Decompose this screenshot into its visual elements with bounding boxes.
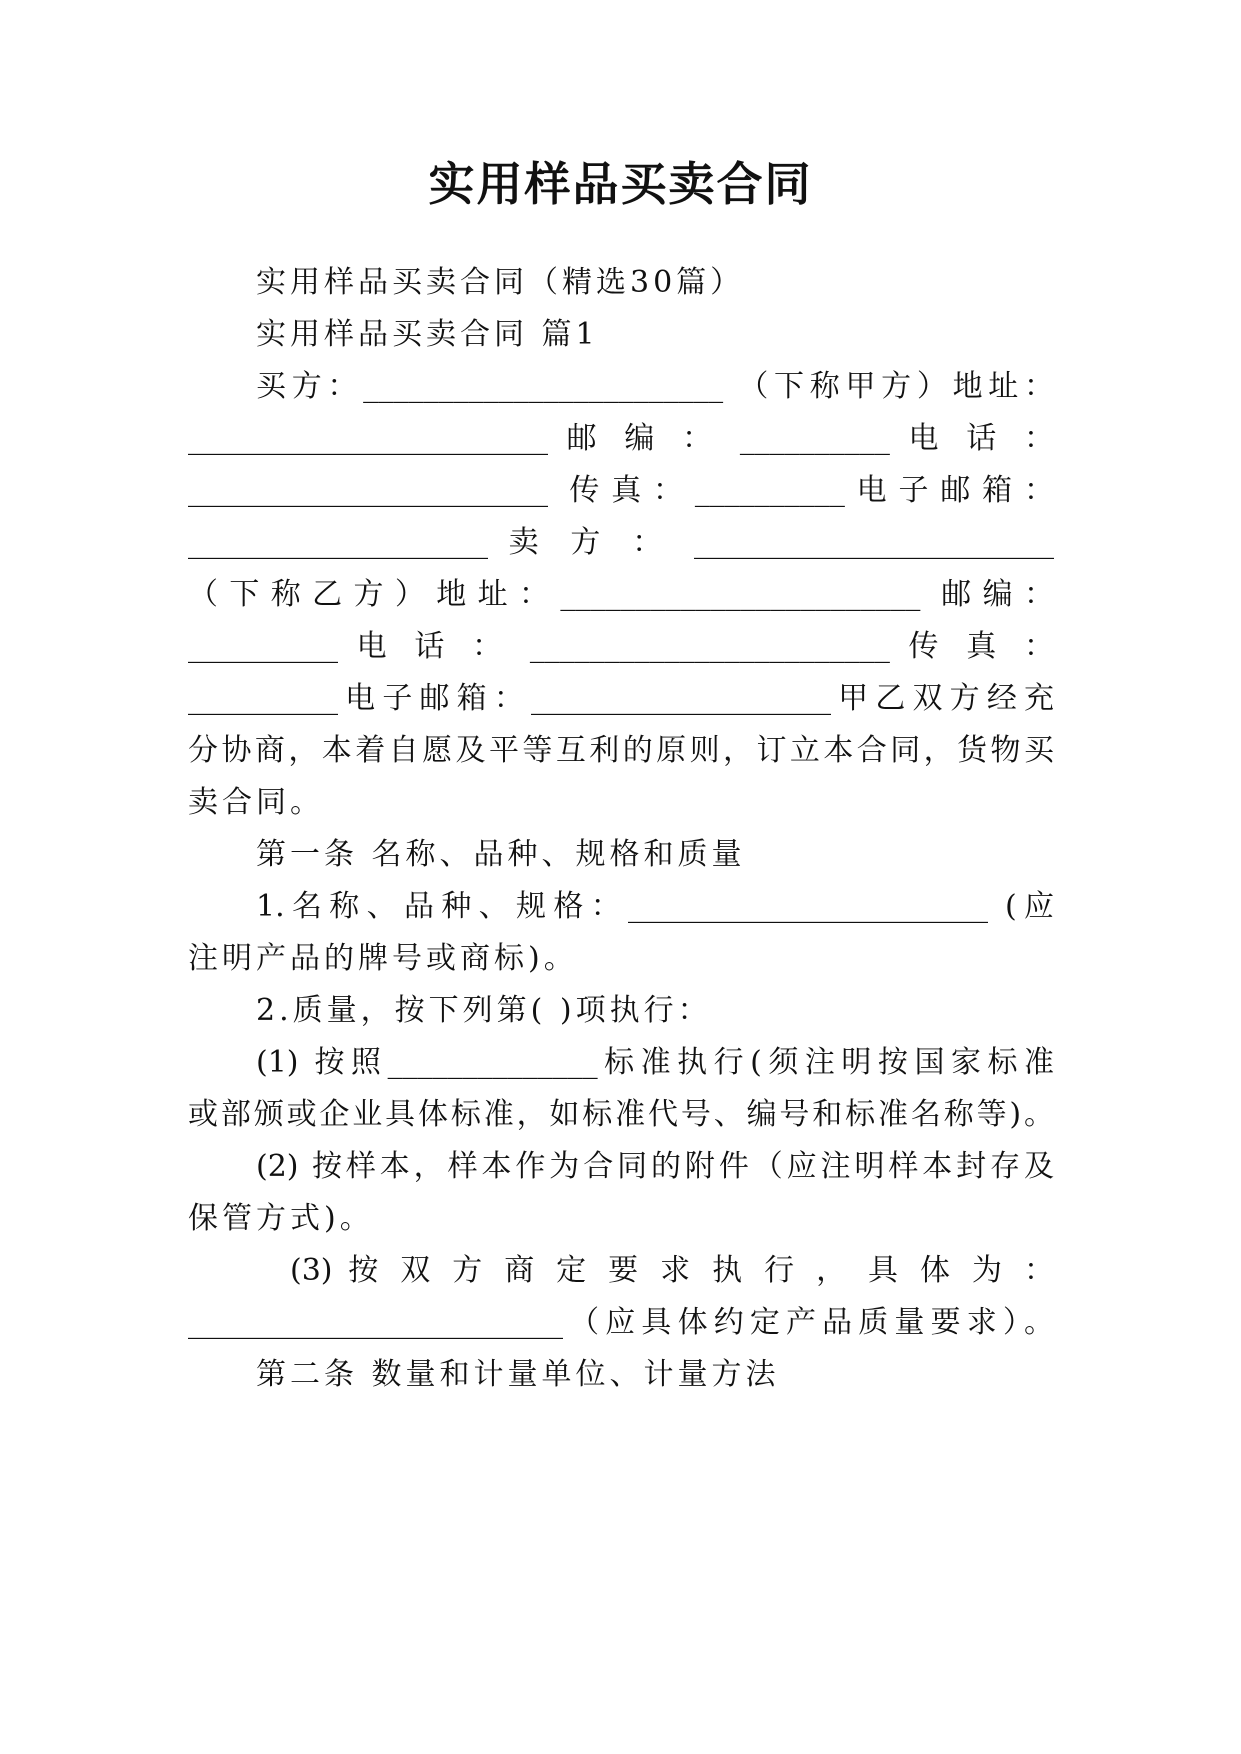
- body-line: (3) 按 双 方 商 定 要 求 执 行 ， 具 体 为 ：: [290, 1253, 1054, 1288]
- document-title: 实用样品买卖合同: [428, 157, 813, 211]
- body-line: (1) 按照______________标准执行(须注明按国家标准: [256, 1045, 1054, 1080]
- body-line: 保管方式)。: [188, 1201, 374, 1236]
- body-line: 2.质量，按下列第( )项执行：: [256, 993, 712, 1028]
- body-line: ____________________ 卖 方 ： ________________________: [188, 525, 1054, 560]
- body-line: 买方：________________________ （下称甲方）地址：: [256, 369, 1054, 404]
- body-line: __________ 电 话 ： ________________________ 传 真 ：: [188, 629, 1054, 664]
- subtitle-line: 实用样品买卖合同（精选30篇）: [256, 265, 745, 300]
- body-line: 分协商，本着自愿及平等互利的原则，订立本合同，货物买: [188, 733, 1054, 768]
- body-line: ________________________ 传真：__________电子邮箱：: [188, 473, 1054, 508]
- body-line: 或部颁或企业具体标准，如标准代号、编号和标准名称等)。: [188, 1097, 1054, 1132]
- body-line: __________电子邮箱：____________________甲乙双方经充: [188, 681, 1054, 716]
- article-heading: 第一条 名称、品种、规格和质量: [256, 837, 746, 872]
- article-heading: 第二条 数量和计量单位、计量方法: [256, 1357, 780, 1392]
- body-line: (2) 按样本，样本作为合同的附件（应注明样本封存及: [256, 1149, 1054, 1184]
- body-line: ________________________ 邮 编 ： __________ 电 话 ：: [188, 421, 1054, 456]
- body-line: 1.名称、品种、规格：________________________ (应: [256, 889, 1054, 924]
- section-heading-line: 实用样品买卖合同 篇1: [256, 317, 599, 352]
- body-line: _________________________（应具体约定产品质量要求）。: [188, 1305, 1054, 1340]
- body-line: 卖合同。: [188, 785, 324, 820]
- body-line: （下称乙方）地址：________________________ 邮编：: [188, 577, 1054, 612]
- body-line: 注明产品的牌号或商标)。: [188, 941, 578, 976]
